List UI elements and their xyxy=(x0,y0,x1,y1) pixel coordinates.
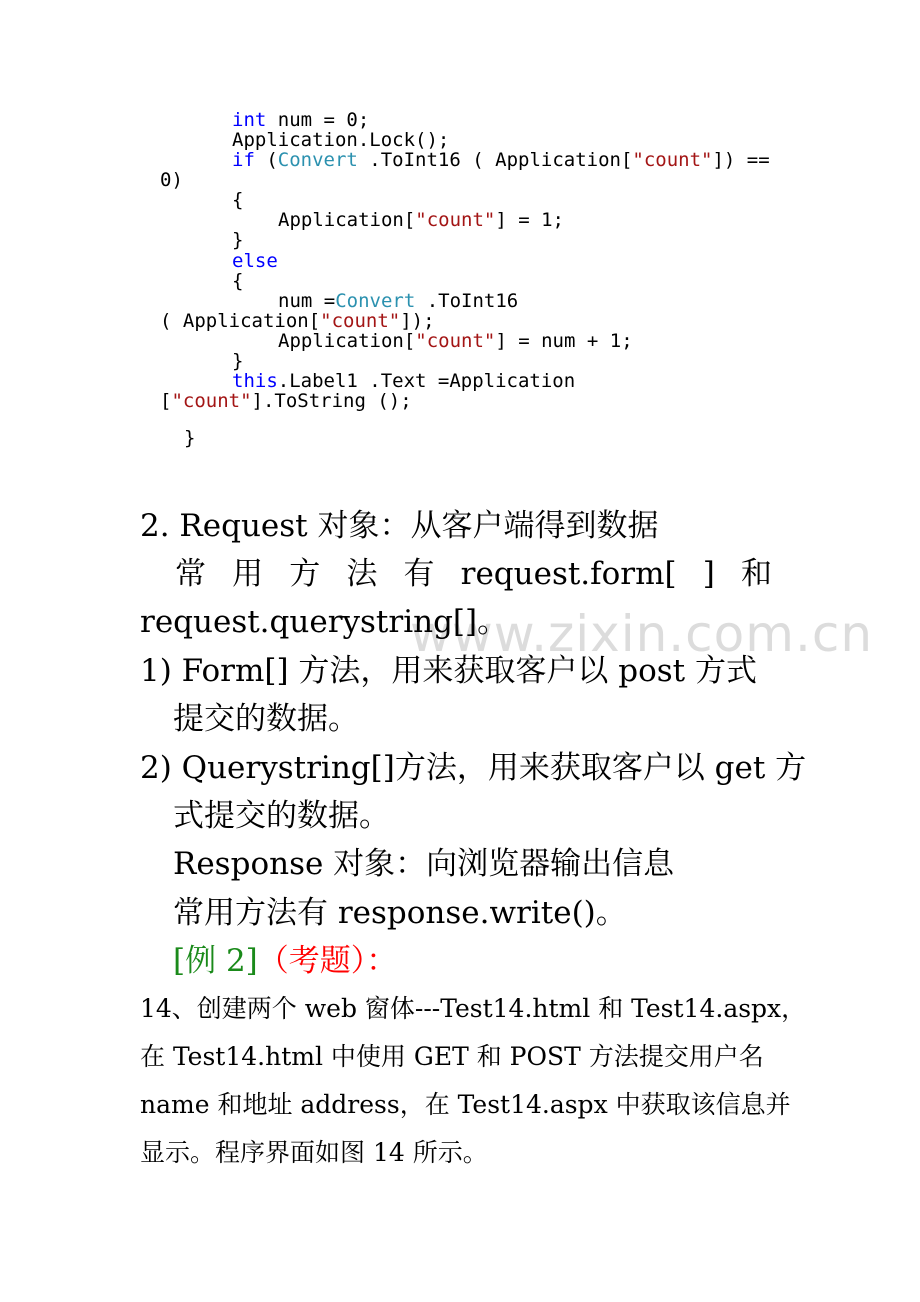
code-keyword: this xyxy=(232,370,278,392)
code-keyword: else xyxy=(232,250,278,272)
spread-word: 有 xyxy=(403,556,435,592)
task-line: 在 Test14.html 中使用 GET 和 POST 方法提交用户名 xyxy=(140,1042,764,1071)
code-type: Convert xyxy=(277,149,358,171)
example-label: [例 2] xyxy=(173,943,258,979)
code-line: } xyxy=(232,229,244,251)
example-heading xyxy=(173,943,397,979)
code-string: "count" xyxy=(632,149,713,171)
code-string: "count" xyxy=(320,310,401,332)
code-line: Application.Lock(); xyxy=(232,129,450,151)
code-text: .Label1 .Text =Application xyxy=(277,370,576,392)
code-text: ( xyxy=(254,149,278,171)
spread-word: 方 xyxy=(289,556,321,592)
spread-word: 和 xyxy=(740,556,772,592)
code-text: ] = 1; xyxy=(495,209,564,231)
code-line: } xyxy=(184,427,196,449)
code-type: Convert xyxy=(335,290,416,312)
code-text: num = xyxy=(278,290,336,312)
code-text: ]); xyxy=(400,310,435,332)
list-item-form-continuation: 提交的数据。 xyxy=(173,701,359,737)
code-line xyxy=(160,311,435,331)
code-line: 0) xyxy=(160,169,183,191)
spread-word: ] xyxy=(702,556,715,592)
code-text: num = 0; xyxy=(266,109,370,131)
spread-word: 法 xyxy=(346,556,378,592)
code-keyword: if xyxy=(232,149,255,171)
task-line: 显示。程序界面如图 14 所示。 xyxy=(140,1138,488,1167)
code-line xyxy=(232,371,575,391)
list-item-querystring-continuation: 式提交的数据。 xyxy=(173,798,390,834)
code-line: { xyxy=(232,189,244,211)
code-line xyxy=(232,110,369,130)
code-line: } xyxy=(232,350,244,372)
code-line xyxy=(160,391,412,411)
spread-word: 常 xyxy=(175,556,206,592)
spread-word: request.form[ xyxy=(460,556,677,592)
code-string: "count" xyxy=(171,390,252,412)
code-string: "count" xyxy=(415,209,496,231)
code-text: .ToInt16 xyxy=(415,290,519,312)
code-keyword: int xyxy=(232,109,267,131)
task-line: name 和地址 address，在 Test14.aspx 中获取该信息并 xyxy=(140,1090,791,1119)
code-line xyxy=(278,291,518,311)
response-title: Response 对象：向浏览器输出信息 xyxy=(173,846,675,882)
code-line xyxy=(278,210,564,230)
methods-intro-continuation: request.querystring[]。 xyxy=(140,604,509,640)
code-line: { xyxy=(232,270,244,292)
code-text: ]) == xyxy=(712,149,770,171)
list-item-form: 1) Form[] 方法，用来获取客户以 post 方式 xyxy=(140,653,757,689)
example-tag: （考题）： xyxy=(257,943,398,979)
task-line: 14、创建两个 web 窗体---Test14.html 和 Test14.aspx， xyxy=(140,994,807,1023)
section-heading: 2. Request 对象：从客户端得到数据 xyxy=(140,508,659,544)
methods-intro-line xyxy=(175,556,772,592)
response-methods: 常用方法有 response.write()。 xyxy=(173,895,627,931)
code-text: ] = num + 1; xyxy=(495,330,633,352)
watermark: www.zixin.com.cn xyxy=(410,605,874,663)
spread-word: 用 xyxy=(232,556,264,592)
code-text: .ToInt16 ( Application[ xyxy=(357,149,633,171)
code-string: "count" xyxy=(415,330,496,352)
code-text: Application[ xyxy=(278,209,416,231)
code-line xyxy=(232,150,770,170)
code-text: ].ToString (); xyxy=(251,390,412,412)
code-text: Application[ xyxy=(278,330,416,352)
code-line xyxy=(278,331,633,351)
code-text: ( Application[ xyxy=(160,310,321,332)
list-item-querystring: 2) Querystring[]方法，用来获取客户以 get 方 xyxy=(140,750,807,786)
code-text: [ xyxy=(160,390,172,412)
